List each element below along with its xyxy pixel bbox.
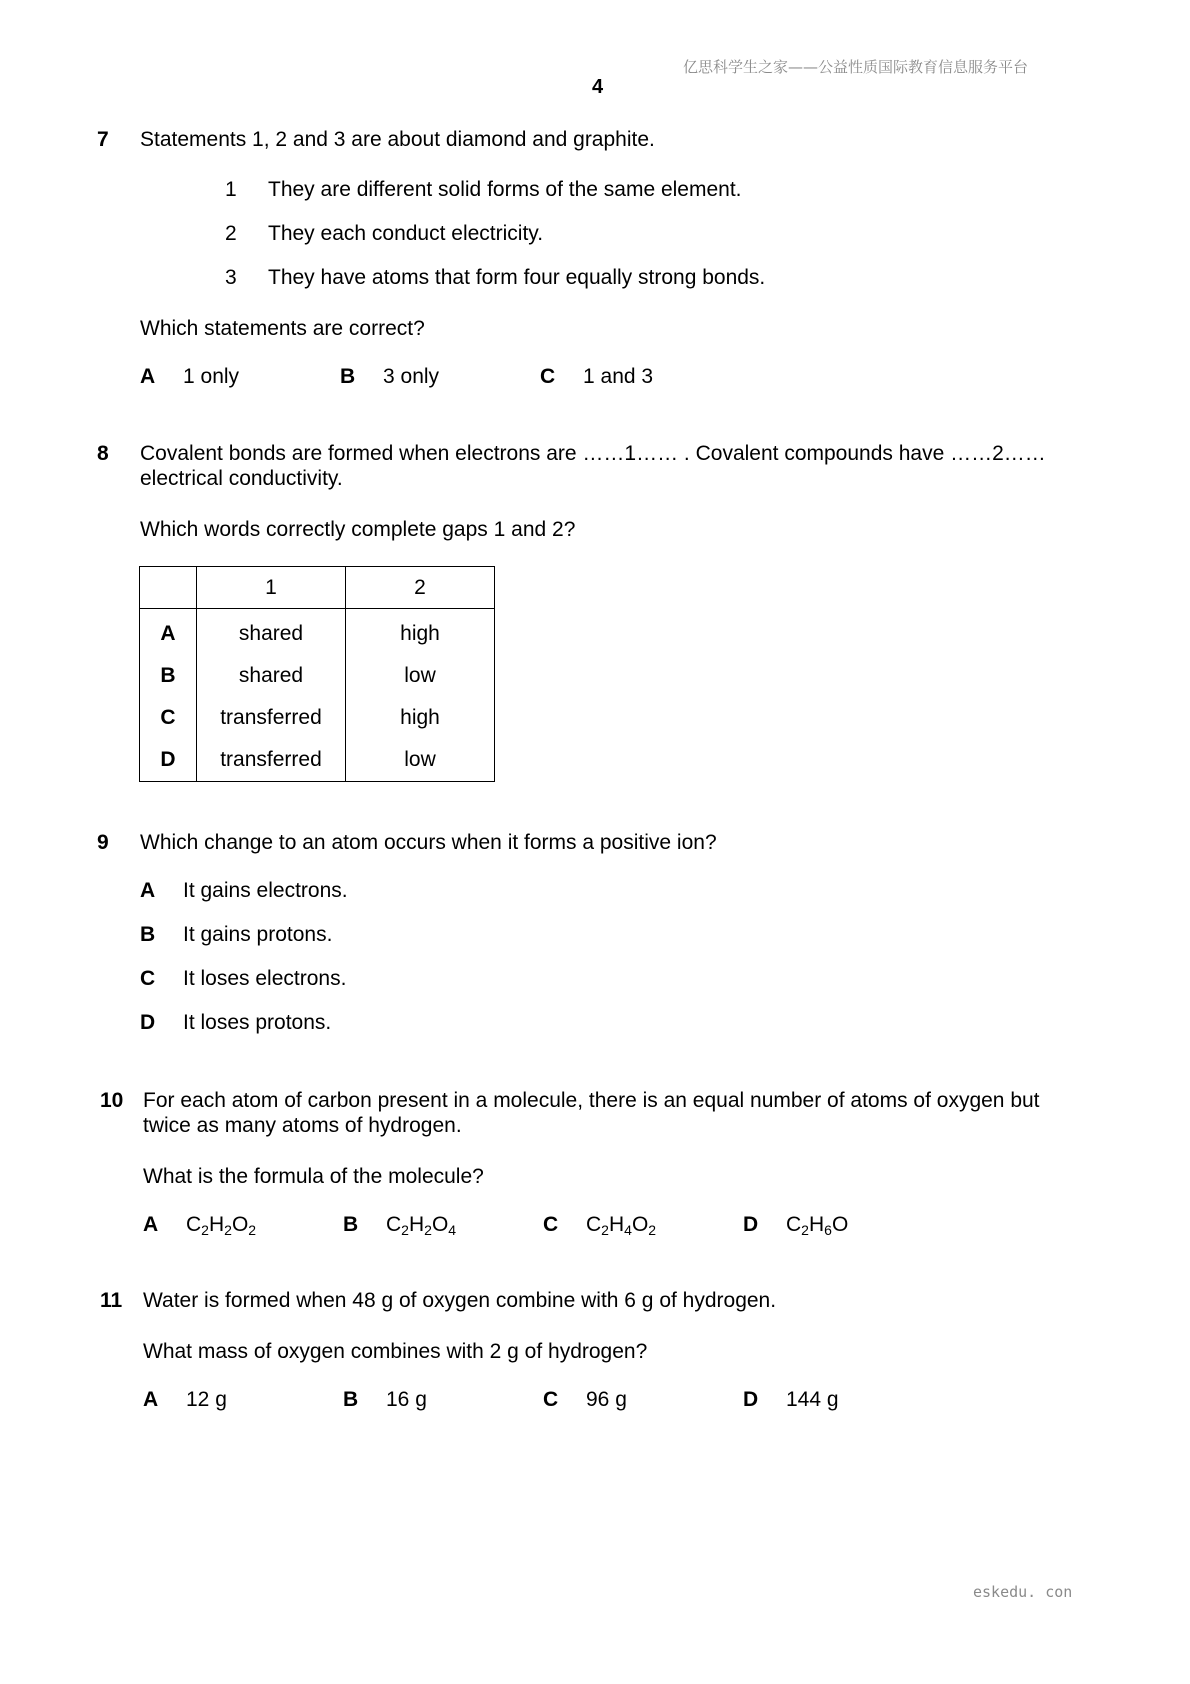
table-cell: high bbox=[346, 697, 495, 739]
table-cell: shared bbox=[197, 609, 346, 656]
footer-site: eskedu. con bbox=[973, 1583, 1073, 1601]
formula-subscript: 2 bbox=[424, 1222, 432, 1238]
table-header-row bbox=[140, 567, 495, 609]
option-letter: C bbox=[540, 365, 556, 388]
option-text: 1 only bbox=[183, 365, 240, 388]
option-letter: D bbox=[743, 1213, 759, 1236]
option-letter: B bbox=[340, 365, 356, 388]
option-text: 96 g bbox=[586, 1388, 627, 1411]
formula-subscript: 2 bbox=[801, 1222, 809, 1238]
table-cell: low bbox=[346, 739, 495, 782]
option-text: It gains electrons. bbox=[183, 879, 348, 902]
option-letter: D bbox=[743, 1388, 759, 1411]
formula-subscript: 4 bbox=[448, 1222, 457, 1238]
formula-subscript: 6 bbox=[824, 1222, 832, 1238]
option-formula: $C_2H_2O_4$ bbox=[386, 1213, 457, 1238]
option-formula: $C_2H_6O$ bbox=[786, 1213, 849, 1238]
option-letter: A bbox=[143, 1388, 159, 1411]
table-cell-letter: B bbox=[140, 655, 197, 697]
statement-text: They each conduct electricity. bbox=[268, 222, 544, 245]
option-text: 3 only bbox=[383, 365, 440, 388]
statement-text: They are different solid forms of the same element. bbox=[268, 178, 742, 201]
table-cell: transferred bbox=[197, 697, 346, 739]
statement-text: They have atoms that form four equally strong bonds. bbox=[268, 266, 766, 289]
question-stem: Which change to an atom occurs when it forms a positive ion? bbox=[140, 831, 717, 854]
question-number: 7 bbox=[97, 128, 109, 151]
question-prompt: What is the formula of the molecule? bbox=[143, 1165, 484, 1188]
option-formula: $C_2H_4O_2$ bbox=[586, 1213, 657, 1238]
question-stem: Statements 1, 2 and 3 are about diamond and graphite. bbox=[140, 128, 655, 151]
table-cell: transferred bbox=[197, 739, 346, 782]
option-letter: C bbox=[140, 967, 156, 990]
table-header-cell: 1 bbox=[197, 567, 346, 609]
formula-subscript: 2 bbox=[401, 1222, 409, 1238]
formula-subscript: 2 bbox=[201, 1222, 209, 1238]
question-stem: Water is formed when 48 g of oxygen combine with 6 g of hydrogen. bbox=[143, 1289, 777, 1312]
table-row bbox=[140, 655, 495, 697]
answer-table bbox=[139, 566, 495, 782]
option-letter: C bbox=[543, 1388, 559, 1411]
option-letter: B bbox=[140, 923, 156, 946]
table-cell: low bbox=[346, 655, 495, 697]
table-cell-letter: C bbox=[140, 697, 197, 739]
question-stem-line2: twice as many atoms of hydrogen. bbox=[143, 1114, 462, 1137]
page-number: 4 bbox=[592, 76, 604, 98]
table-row bbox=[140, 609, 495, 656]
statement-number: 1 bbox=[225, 178, 237, 201]
formula-subscript: 2 bbox=[224, 1222, 232, 1238]
table-header-cell: 2 bbox=[346, 567, 495, 609]
question-prompt: Which words correctly complete gaps 1 and 2? bbox=[140, 518, 576, 541]
table-row bbox=[140, 697, 495, 739]
option-text: It gains protons. bbox=[183, 923, 333, 946]
option-letter: B bbox=[343, 1388, 359, 1411]
table-cell-letter: A bbox=[140, 609, 197, 656]
option-text: 12 g bbox=[186, 1388, 227, 1411]
formula-subscript: 2 bbox=[248, 1222, 257, 1238]
question-number: 8 bbox=[97, 442, 109, 465]
option-text: 144 g bbox=[786, 1388, 839, 1411]
option-letter: B bbox=[343, 1213, 359, 1236]
question-number: 10 bbox=[100, 1089, 124, 1112]
option-text: It loses electrons. bbox=[183, 967, 347, 990]
option-letter: D bbox=[140, 1011, 156, 1034]
question-prompt: Which statements are correct? bbox=[140, 317, 425, 340]
question-stem-line1: Covalent bonds are formed when electrons are ……1…… . Covalent compounds have ……2…… bbox=[140, 442, 1046, 465]
option-letter: C bbox=[543, 1213, 559, 1236]
question-stem-line1: For each atom of carbon present in a molecule, there is an equal number of atoms of oxygen but bbox=[143, 1089, 1040, 1112]
table-header-cell bbox=[140, 567, 197, 609]
formula-subscript: 2 bbox=[601, 1222, 609, 1238]
question-number: 9 bbox=[97, 831, 109, 854]
question-number: 11 bbox=[100, 1289, 123, 1312]
statement-number: 2 bbox=[225, 222, 237, 245]
header-watermark: 亿思科学生之家——公益性质国际教育信息服务平台 bbox=[683, 58, 1029, 76]
formula-subscript: 4 bbox=[624, 1222, 632, 1238]
table-row bbox=[140, 739, 495, 782]
question-stem-line2: electrical conductivity. bbox=[140, 467, 343, 490]
option-text: 16 g bbox=[386, 1388, 427, 1411]
table-cell-letter: D bbox=[140, 739, 197, 782]
formula-subscript: 2 bbox=[648, 1222, 657, 1238]
option-letter: A bbox=[140, 879, 156, 902]
option-letter: A bbox=[140, 365, 156, 388]
table-cell: high bbox=[346, 609, 495, 656]
option-formula: $C_2H_2O_2$ bbox=[186, 1213, 257, 1238]
question-prompt: What mass of oxygen combines with 2 g of hydrogen? bbox=[143, 1340, 648, 1363]
option-text: It loses protons. bbox=[183, 1011, 332, 1034]
option-text: 1 and 3 bbox=[583, 365, 654, 388]
statement-number: 3 bbox=[225, 266, 237, 289]
table-cell: shared bbox=[197, 655, 346, 697]
option-letter: A bbox=[143, 1213, 159, 1236]
